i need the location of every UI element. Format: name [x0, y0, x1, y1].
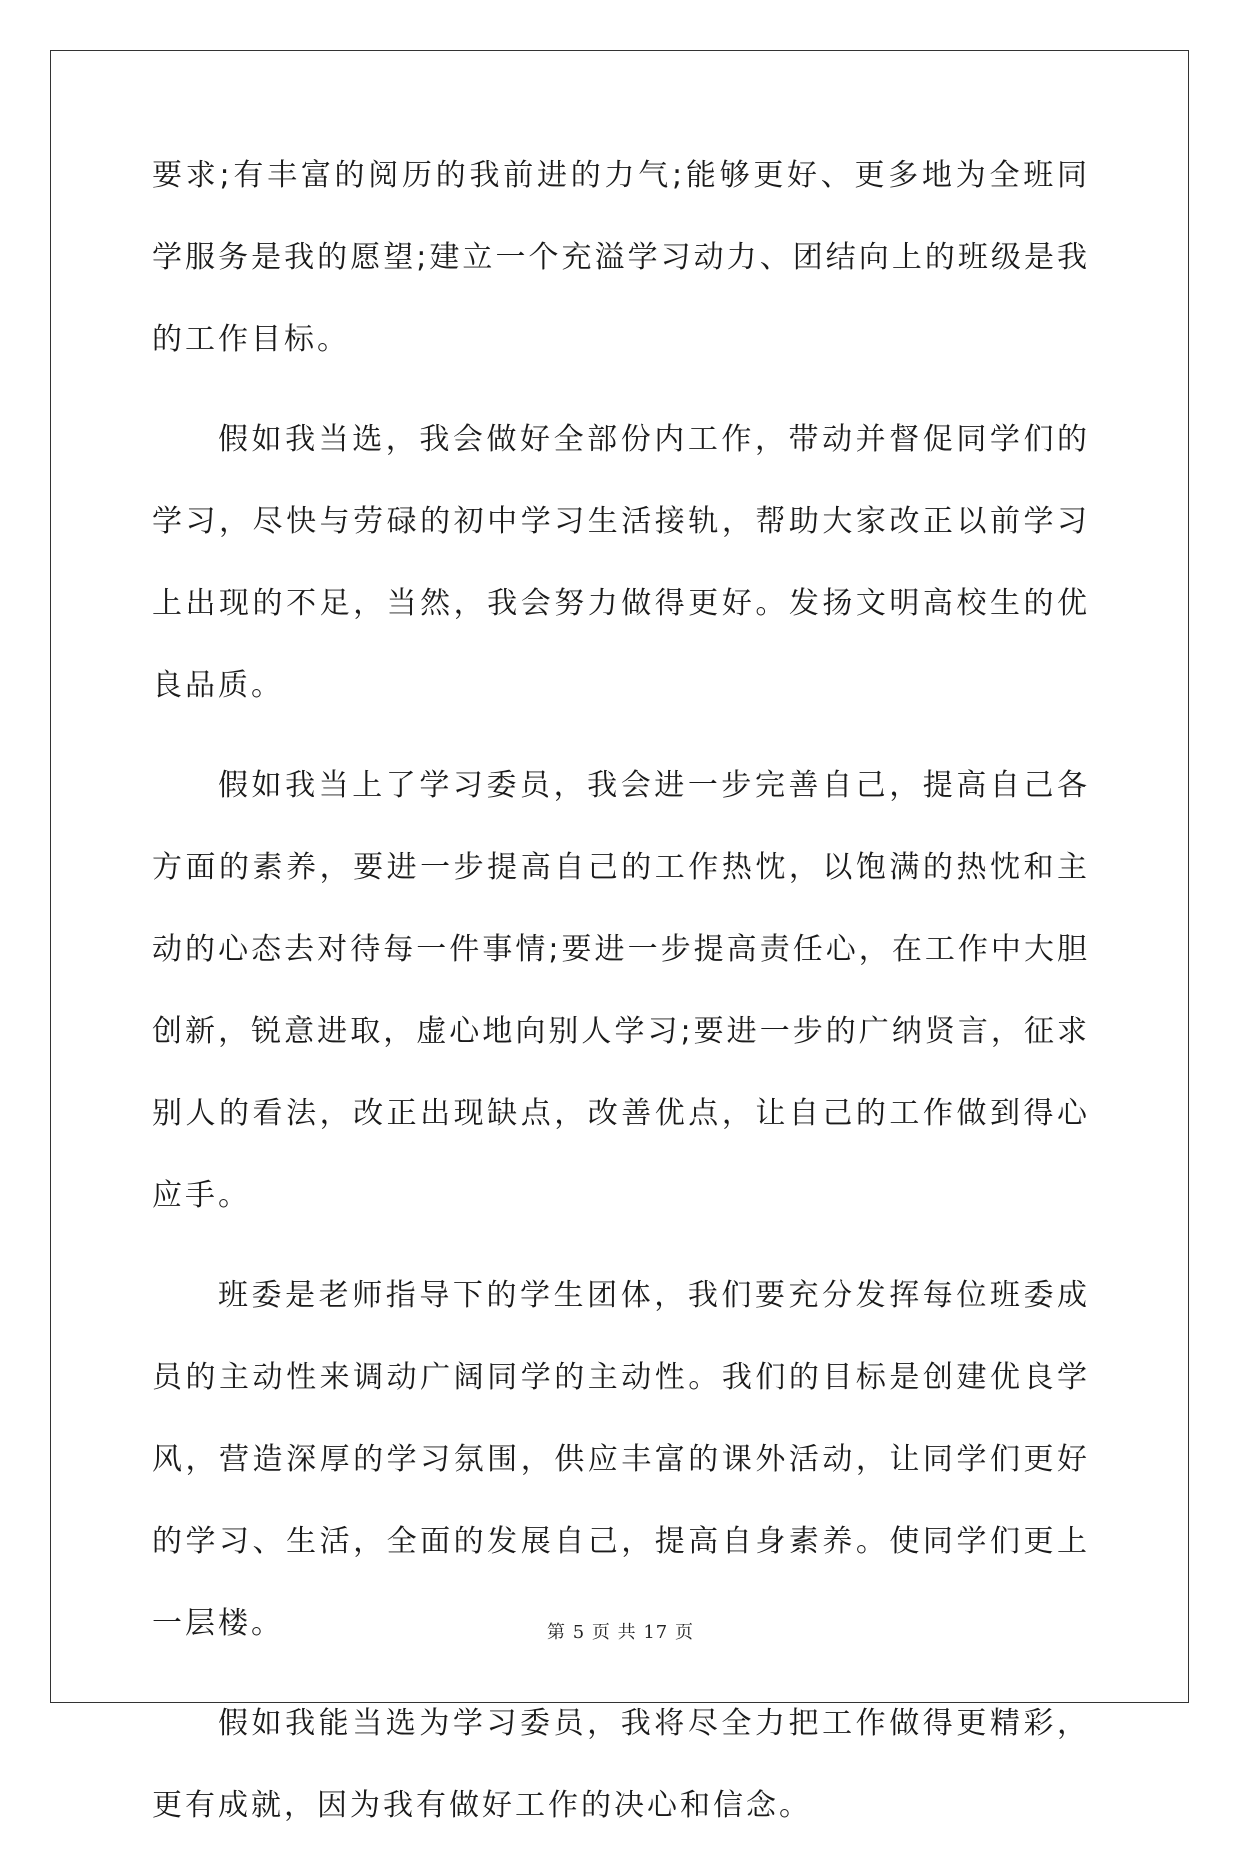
page-number-footer: 第 5 页 共 17 页: [547, 1622, 694, 1643]
paragraph: 假如我当上了学习委员，我会进一步完善自己，提高自己各方面的素养，要进一步提高自己的工作热忱，以饱满的热忱和主动的心态去对待每一件事情;要进一步提高责任心，在工作中大胆创新，锐意进取，虚心地向别人学习;要进一步的广纳贤言，征求别人的看法，改正出现缺点，改善优点，让自己的工作做到得心应手。: [152, 768, 1090, 1213]
document-body: [152, 158, 1090, 1865]
paragraph-continuation: 要求;有丰富的阅历的我前进的力气;能够更好、更多地为全班同学服务是我的愿望;建立一个充溢学习动力、团结向上的班级是我的工作目标。: [152, 158, 1090, 357]
paragraph: 假如我能当选为学习委员，我将尽全力把工作做得更精彩，更有成就，因为我有做好工作的决心和信念。: [152, 1706, 1090, 1823]
paragraph: 班委是老师指导下的学生团体，我们要充分发挥每位班委成员的主动性来调动广阔同学的主动性。我们的目标是创建优良学风，营造深厚的学习氛围，供应丰富的课外活动，让同学们更好的学习、生活，全面的发展自己，提高自身素养。使同学们更上一层楼。: [152, 1278, 1090, 1641]
paragraph: 假如我当选，我会做好全部份内工作，带动并督促同学们的学习，尽快与劳碌的初中学习生活接轨，帮助大家改正以前学习上出现的不足，当然，我会努力做得更好。发扬文明高校生的优良品质。: [152, 422, 1090, 703]
